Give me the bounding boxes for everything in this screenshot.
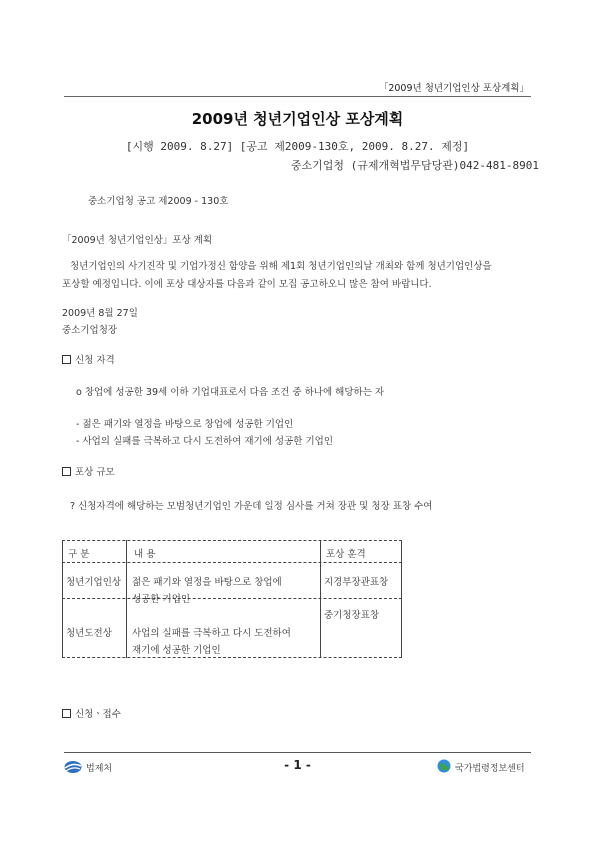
department-contact: 중소기업청 (규제개혁법무담당관)042-481-8901 — [290, 159, 539, 172]
award-table — [62, 540, 402, 658]
footer-left-label: 법제처 — [86, 764, 113, 774]
enactment-info: [시행 2009. 8.27] [공고 제2009-130호, 2009. 8.27. 제정] — [125, 140, 470, 153]
table-cell-award: 중기청장표창 — [324, 610, 380, 621]
table-rule — [62, 540, 402, 541]
header-tag: 「2009년 청년기업인상 포상계획」 — [378, 83, 529, 94]
table-header-content: 내 용 — [134, 549, 156, 560]
intro-line-2: 포상할 예정입니다. 이에 포상 대상자를 다음과 같이 모집 공고하오니 많은 참여 바랍니다. — [62, 279, 432, 290]
page-number: - 1 - — [284, 758, 311, 772]
footer-divider — [64, 752, 531, 753]
plan-title: 「2009년 청년기업인상」포상 계획 — [62, 235, 213, 246]
table-cell-content: 재기에 성공한 기업인 — [132, 645, 221, 656]
eligibility-bullet: o 창업에 성공한 39세 이하 기업대표로서 다음 조건 중 하나에 해당하는 자 — [76, 387, 385, 398]
checkbox-square-icon — [62, 467, 71, 476]
table-cell-content: 사업의 실패를 극복하고 다시 도전하여 — [132, 628, 291, 639]
table-cell-category: 청년도전상 — [66, 628, 112, 639]
table-header-category: 구 분 — [68, 549, 90, 560]
section-scale-heading: 포상 규모 — [75, 467, 115, 478]
notice-date: 2009년 8월 27일 — [62, 308, 138, 319]
table-rule — [126, 540, 127, 658]
table-header-award: 포상 훈격 — [326, 549, 366, 560]
checkbox-square-icon — [62, 709, 71, 718]
table-rule — [62, 657, 402, 658]
table-rule — [320, 540, 321, 658]
table-rule — [62, 540, 63, 658]
section-apply-heading: 신청ㆍ접수 — [75, 709, 121, 720]
document-title: 2009년 청년기업인상 포상계획 — [191, 110, 404, 128]
globe-logo-icon — [437, 759, 451, 773]
issuer: 중소기업청장 — [62, 325, 118, 336]
table-cell-content: 성공한 기업인 — [132, 594, 191, 605]
footer-right-label: 국가법령정보센터 — [455, 764, 525, 774]
eligibility-item-1: - 젊은 패기와 열정을 바탕으로 창업에 성공한 기업인 — [76, 419, 294, 430]
table-cell-award: 지경부장관표창 — [324, 577, 389, 588]
section-scale — [62, 464, 115, 478]
intro-line-1: 청년기업인의 사기진작 및 기업가정신 함양을 위해 제1회 청년기업인의날 개최와 함께 청년기업인상을 — [70, 261, 492, 272]
table-rule — [62, 598, 402, 599]
table-rule — [401, 540, 402, 658]
section-eligibility — [62, 352, 115, 366]
table-cell-content: 젊은 패기와 열정을 바탕으로 창업에 — [132, 577, 282, 588]
scale-bullet: ? 신청자격에 해당하는 모범청년기업인 가운데 일정 심사를 거쳐 장관 및 청장 표창 수여 — [70, 501, 433, 512]
table-rule — [62, 562, 402, 563]
section-eligibility-heading: 신청 자격 — [75, 355, 115, 366]
section-apply — [62, 706, 121, 720]
eligibility-item-2: - 사업의 실패를 극복하고 다시 도전하여 재기에 성공한 기업인 — [76, 436, 334, 447]
checkbox-square-icon — [62, 355, 71, 364]
header-divider — [64, 96, 531, 97]
notice-number: 중소기업청 공고 제2009 - 130호 — [88, 196, 229, 207]
table-cell-category: 청년기업인상 — [66, 577, 122, 588]
